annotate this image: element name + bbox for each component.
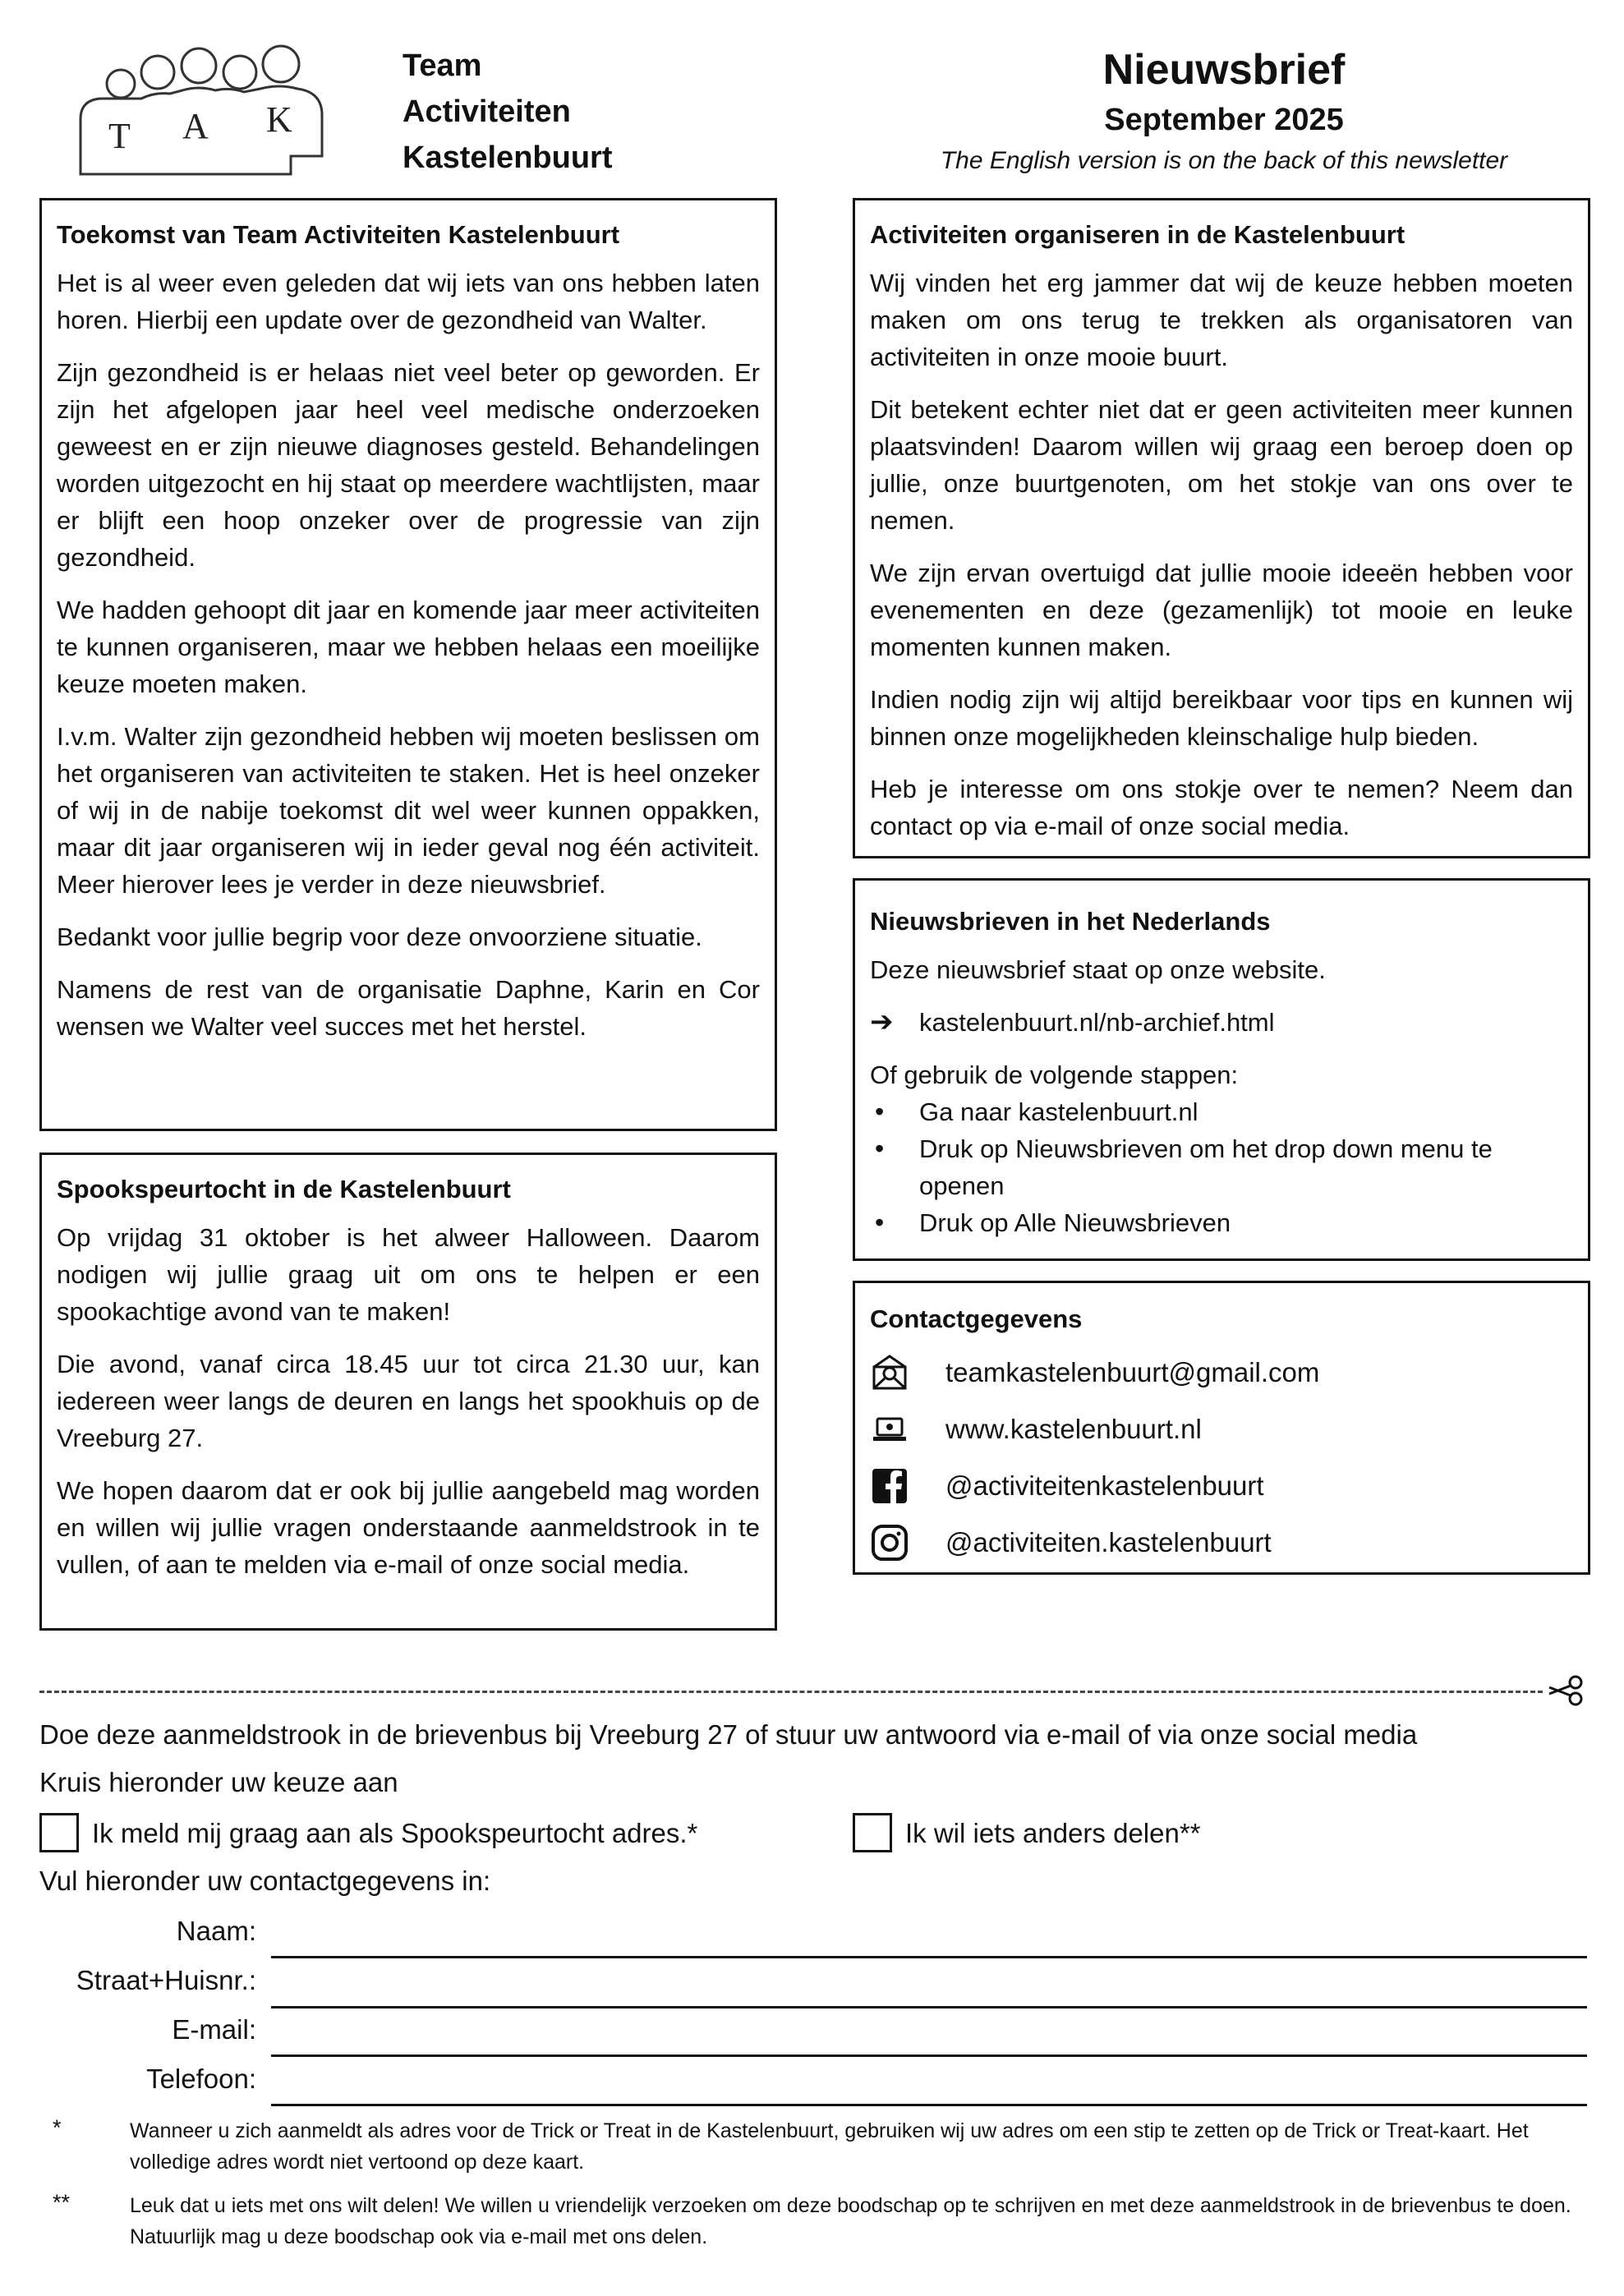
english-version-note: The English version is on the back of this newsletter [940,147,1508,174]
phone-field[interactable] [271,2104,1587,2106]
contact-website-row[interactable] [870,1401,1573,1457]
newsletter-date: September 2025 [1104,103,1344,137]
newsletter-title: Nieuwsbrief [1102,46,1346,94]
box-contact-title: Contactgegevens [870,1304,1083,1333]
field-label-street: Straat+Huisnr.: [76,1965,256,1995]
option-share-something-label: Ik wil iets anders delen** [905,1818,1201,1848]
checkbox-ghost-address[interactable] [39,1813,79,1852]
box-newsletters [853,878,1590,1261]
paragraph: Die avond, vanaf circa 18.45 uur tot circa 21.30 uur, kan iedereen weer langs de deuren en langs het spookhuis op de Vreeburg 27. [57,1350,760,1452]
contact-instagram[interactable]: @activiteiten.kastelenbuurt [945,1526,1272,1558]
email-icon [870,1353,909,1392]
logo-letter-k: K [266,99,292,140]
organisation-name [403,43,612,181]
box-future-title: Toekomst van Team Activiteiten Kastelenbuurt [57,220,620,249]
paragraph: Heb je interesse om ons stokje over te nemen? Neem dan contact op via e-mail of onze social media. [870,775,1573,840]
contact-facebook-row[interactable] [870,1457,1573,1514]
field-label-email: E-mail: [172,2014,256,2045]
contact-facebook[interactable]: @activiteitenkastelenbuurt [945,1470,1264,1501]
people-logo-icon [76,41,338,181]
paragraph: Zijn gezondheid is er helaas niet veel beter op geworden. Er zijn het afgelopen jaar heel veel medische onderzoeken geweest en er zijn nieuwe diagnoses gesteld. Behandelingen worden uitgezocht en hij staat op meerdere wachtlijsten, maar er blijft een hoop onzeker over de progressie van zijn gezondheid. [57,358,760,572]
contact-website[interactable]: www.kastelenbuurt.nl [945,1413,1202,1444]
archive-link[interactable]: kastelenbuurt.nl/nb-archief.html [919,1008,1275,1037]
paragraph: Deze nieuwsbrief staat op onze website. [870,955,1326,984]
box-newsletters-title: Nieuwsbrieven in het Nederlands [870,907,1271,936]
org-line-1: Team [403,48,482,83]
steps-intro: Of gebruik de volgende stappen: [870,1061,1239,1089]
contact-email[interactable]: teamkastelenbuurt@gmail.com [945,1356,1320,1387]
footnote-text: Wanneer u zich aanmeldt als adres voor de Trick or Treat in de Kastelenbuurt, gebruiken wij uw adres om een stip te zetten op de Trick or Treat-kaart. Het volledige adres wordt niet vertoond op deze kaart. [130,2119,1529,2174]
box-ghost-tour [39,1153,777,1631]
org-line-3: Kastelenbuurt [403,140,613,175]
box-future [39,198,777,1131]
archive-link-row[interactable] [870,1004,1573,1041]
street-field[interactable] [271,2006,1587,2008]
footnote-mark: ** [53,2190,71,2215]
paragraph: Dit betekent echter niet dat er geen activiteiten meer kunnen plaatsvinden! Daarom willen wij graag een beroep doen op jullie, onze buurtgenoten, om het stokje van ons over te nemen. [870,395,1573,535]
slip-instruction: Doe deze aanmeldstrook in de brievenbus bij Vreeburg 27 of stuur uw antwoord via e-mail of via onze social media [39,1719,1418,1750]
laptop-icon [870,1410,909,1449]
field-label-phone: Telefoon: [146,2064,256,2094]
scissors-icon [1546,1674,1585,1707]
option-ghost-address-label: Ik meld mij graag aan als Spookspeurtocht adres.* [92,1818,698,1848]
name-field[interactable] [271,1956,1587,1958]
contact-instagram-row[interactable] [870,1514,1573,1571]
paragraph: I.v.m. Walter zijn gezondheid hebben wij moeten beslissen om het organiseren van activiteiten te staken. Het is heel onzeker of wij in de nabije toekomst dit wel weer kunnen oppakken, maar dit jaar organiseren wij in ieder geval nog één activiteit. Meer hierover lees je verder in deze nieuwsbrief. [57,722,760,899]
email-field[interactable] [271,2054,1587,2057]
paragraph: We hopen daarom dat er ook bij jullie aangebeld mag worden en willen wij jullie vragen onderstaande aanmeldstrook in te vullen, of aan te melden via e-mail of onze social media. [57,1476,760,1579]
footnote-mark: * [53,2115,62,2140]
org-line-2: Activiteiten [403,94,571,129]
list-item: • Druk op Nieuwsbrieven om het drop down menu te openen [870,1130,1573,1204]
box-organize-title: Activiteiten organiseren in de Kastelenbuurt [870,220,1405,249]
paragraph: Bedankt voor jullie begrip voor deze onvoorziene situatie. [57,923,702,951]
steps-list [870,1093,1573,1241]
box-ghost-tour-title: Spookspeurtocht in de Kastelenbuurt [57,1175,511,1203]
arrow-right-icon: ➔ [870,1006,894,1038]
box-organize [853,198,1590,858]
slip-choose: Kruis hieronder uw keuze aan [39,1767,398,1797]
paragraph: Op vrijdag 31 oktober is het alweer Halloween. Daarom nodigen wij jullie graag uit om ons te helpen er een spookachtige avond van te maken! [57,1223,760,1326]
box-contact [853,1281,1590,1575]
footnote-text: Leuk dat u iets met ons wilt delen! We willen u vriendelijk verzoeken om deze boodschap op te schrijven en met deze aanmeldstrook in de brievenbus te doen. Natuurlijk mag u deze boodschap ook via e-mail met ons delen. [130,2194,1571,2248]
paragraph: Indien nodig zijn wij altijd bereikbaar voor tips en kunnen wij binnen onze mogelijkheden kleinschalige hulp bieden. [870,685,1573,751]
paragraph: We zijn ervan overtuigd dat jullie mooie ideeën hebben voor evenementen en deze (gezamenlijk) tot mooie en leuke momenten kunnen maken. [870,559,1573,661]
tak-logo [76,41,338,181]
logo-letter-t: T [108,116,131,156]
field-label-name: Naam: [176,1916,256,1946]
checkbox-share-something[interactable] [853,1813,892,1852]
list-item: • Ga naar kastelenbuurt.nl [870,1093,1573,1130]
facebook-icon [870,1466,909,1506]
logo-letter-a: A [182,106,209,146]
instagram-icon [870,1523,909,1562]
cut-line [39,1691,1543,1693]
newsletter-heading [854,41,1594,181]
paragraph: We hadden gehoopt dit jaar en komende jaar meer activiteiten te kunnen organiseren, maar we hebben helaas een moeilijke keuze moeten maken. [57,596,760,698]
paragraph: Wij vinden het erg jammer dat wij de keuze hebben moeten maken om ons terug te trekken als organisatoren van activiteiten in onze mooie buurt. [870,269,1573,371]
paragraph: Het is al weer even geleden dat wij iets van ons hebben laten horen. Hierbij een update over de gezondheid van Walter. [57,269,760,334]
paragraph: Namens de rest van de organisatie Daphne, Karin en Cor wensen we Walter veel succes met het herstel. [57,975,760,1041]
list-item: • Druk op Alle Nieuwsbrieven [870,1204,1573,1241]
contact-email-row[interactable] [870,1344,1573,1401]
contact-intro: Vul hieronder uw contactgegevens in: [39,1866,491,1896]
